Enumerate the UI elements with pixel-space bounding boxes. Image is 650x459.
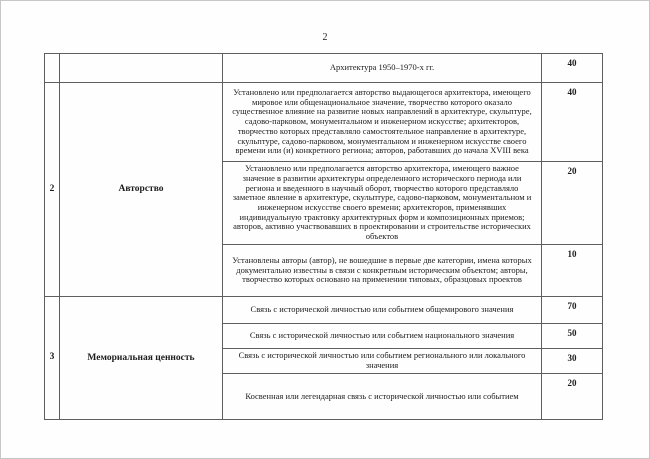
score-cell: 20	[542, 374, 603, 420]
table-row-continuation	[45, 54, 603, 83]
criterion-name-cell: Авторство	[60, 83, 223, 297]
level-description-cell: Связь с исторической личностью или событием национального значения	[223, 324, 542, 349]
level-description-cell: Архитектура 1950–1970-х гг.	[223, 54, 542, 83]
level-description-cell: Установлены авторы (автор), не вошедшие в первые две категории, имена которых документально известны в связи с конкретным историческим объектом; авторы, творчество которых основано на применении типовых, образцовых проектов	[223, 245, 542, 297]
level-description-cell: Установлено или предполагается авторство архитектора, имеющего важное значение в развитии архитектуры определенного исторического периода или региона и введенного в научный оборот, творчество которого представляло заметное явление в архитектуре, скульптуре, садово-парковом, монументальном и инженерном искусстве своего времени; архитекторов, применявших индивидуальную трактовку архитектурных форм и композиционных приемов; авторов, активно участвовавших в проектировании и строительстве исторических объектов	[223, 162, 542, 245]
score-cell: 50	[542, 324, 603, 349]
criterion-name-cell: Мемориальная ценность	[60, 297, 223, 420]
page-number: 2	[322, 32, 328, 43]
score-cell: 10	[542, 245, 603, 297]
table-row	[45, 83, 603, 162]
criterion-number-cell: 3	[45, 297, 60, 420]
criterion-number-cell: 2	[45, 83, 60, 297]
score-cell: 40	[542, 54, 603, 83]
table-row	[45, 297, 603, 324]
score-cell: 30	[542, 349, 603, 374]
level-description-cell: Связь с исторической личностью или событием общемирового значения	[223, 297, 542, 324]
level-description-cell: Связь с исторической личностью или событием регионального или локального значения	[223, 349, 542, 374]
level-description-cell: Установлено или предполагается авторство выдающегося архитектора, имеющего мировое или общенациональное значение, творчество которого оказало существенное влияние на развитие новых направлений в архитектуре, скульптуре, садово-парковом, монументальном и инженерном искусстве; архитекторов, творчество которых представляло самостоятельное направление в архитектуре, скульптуре, садово-парковом, монументальном и инженерном искусстве своего времени или (и) конкретного региона; авторов, работавших до начала XVIII века	[223, 83, 542, 162]
score-cell: 20	[542, 162, 603, 245]
score-cell: 70	[542, 297, 603, 324]
level-description-cell: Косвенная или легендарная связь с исторической личностью или событием	[223, 374, 542, 420]
score-cell: 40	[542, 83, 603, 162]
criteria-table	[44, 53, 603, 420]
criterion-number-cell-empty	[45, 54, 60, 83]
criterion-name-cell-empty	[60, 54, 223, 83]
